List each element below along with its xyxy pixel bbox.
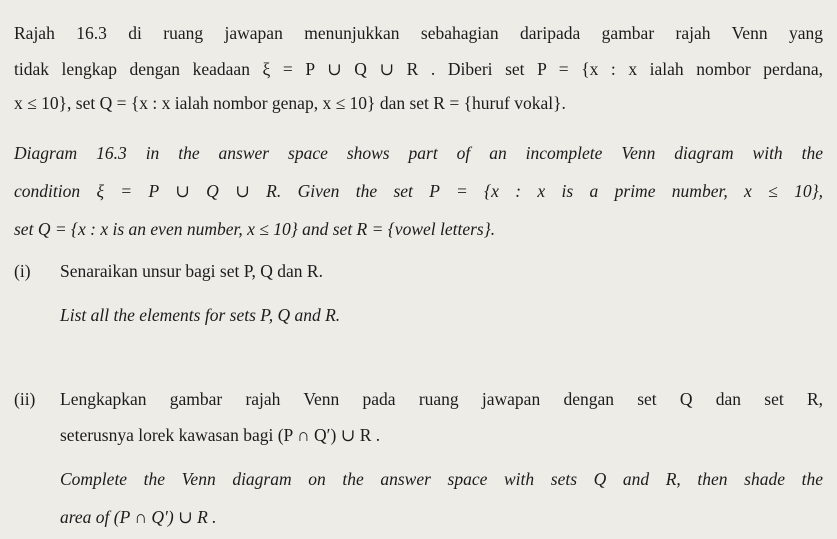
english-intro-line-2: condition ξ = P ∪ Q ∪ R. Given the set P = {x : x is a prime number, x ≤ 10}, <box>14 181 823 201</box>
malay-intro-line-1: Rajah 16.3 di ruang jawapan menunjukkan sebahagian daripada gambar rajah Venn yang <box>14 23 823 43</box>
part-ii-english-line-1: Complete the Venn diagram on the answer space with sets Q and R, then shade the <box>60 469 823 489</box>
part-ii-english-line-2: area of (P ∩ Q′) ∪ R . <box>60 507 217 527</box>
english-intro-line-1: Diagram 16.3 in the answer space shows part of an incomplete Venn diagram with the <box>14 143 823 163</box>
part-i-english: List all the elements for sets P, Q and R. <box>60 305 341 325</box>
part-i-number: (i) <box>14 261 31 281</box>
malay-intro-line-2: tidak lengkap dengan keadaan ξ = P ∪ Q ∪ R . Diberi set P = {x : x ialah nombor perdana, <box>14 59 823 79</box>
part-i-malay: Senaraikan unsur bagi set P, Q dan R. <box>60 261 323 281</box>
part-ii-malay-line-1: Lengkapkan gambar rajah Venn pada ruang jawapan dengan set Q dan set R, <box>60 389 823 409</box>
malay-intro-line-3: x ≤ 10}, set Q = {x : x ialah nombor genap, x ≤ 10} dan set R = {huruf vokal}. <box>14 93 566 113</box>
part-ii-malay-line-2: seterusnya lorek kawasan bagi (P ∩ Q′) ∪ R . <box>60 425 381 445</box>
english-intro-line-3: set Q = {x : x is an even number, x ≤ 10} and set R = {vowel letters}. <box>14 219 496 239</box>
part-ii-number: (ii) <box>14 389 36 409</box>
